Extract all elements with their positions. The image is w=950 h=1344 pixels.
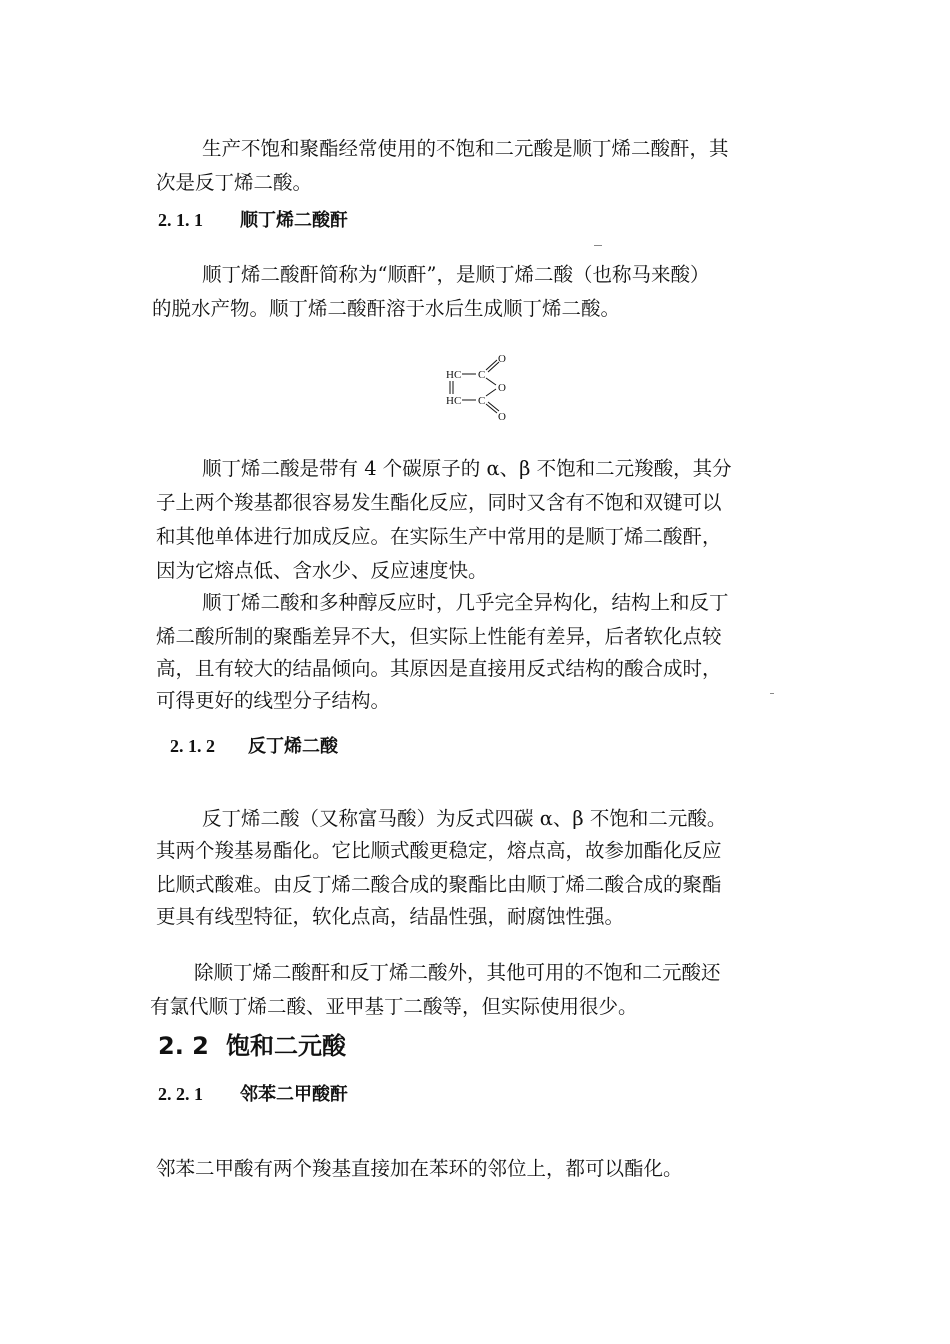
paragraph-line: 次是反丁烯二酸。 [156,171,313,194]
paragraph-line: 顺丁烯二酸是带有 4 个碳原子的 α、β 不饱和二元羧酸，其分 [202,457,732,480]
section-number: 2. 1. 2 [170,736,215,756]
formula-c-bottom: C [478,395,486,407]
formula-c-top: C [478,369,486,381]
scan-speck [770,693,774,694]
section-heading-2-2 [158,1026,346,1061]
section-heading-2-1-1 [158,206,348,232]
formula-o-top: O [498,353,506,365]
formula-o-ring: O [498,382,506,394]
scan-speck [594,245,602,246]
paragraph-line: 子上两个羧基都很容易发生酯化反应，同时又含有不饱和双键可以 [156,491,722,514]
formula-hc-top: HC [446,369,462,381]
section-number: 2. 1. 1 [158,210,203,230]
paragraph-line: 顺丁烯二酸酐简称为“顺酐”，是顺丁烯二酸（也称马来酸） [202,263,710,286]
section-number: 2. 2 [158,1032,209,1060]
paragraph-line: 比顺式酸难。由反丁烯二酸合成的聚酯比由顺丁烯二酸合成的聚酯 [156,873,722,896]
paragraph-line: 高，且有较大的结晶倾向。其原因是直接用反式结构的酸合成时， [156,657,722,680]
section-title: 顺丁烯二酸酐 [240,210,348,231]
section-title: 反丁烯二酸 [248,736,338,757]
paragraph-line: 和其他单体进行加成反应。在实际生产中常用的是顺丁烯二酸酐， [156,525,722,548]
paragraph-line: 可得更好的线型分子结构。 [156,689,391,712]
section-title: 饱和二元酸 [226,1032,346,1060]
paragraph-line: 反丁烯二酸（又称富马酸）为反式四碳 α、β 不饱和二元酸。 [202,807,727,830]
formula-hc-bottom: HC [446,395,462,407]
paragraph-line: 顺丁烯二酸和多种醇反应时，几乎完全异构化，结构上和反丁 [202,591,729,614]
paragraph-line: 除顺丁烯二酸酐和反丁烯二酸外，其他可用的不饱和二元酸还 [194,961,721,984]
section-title: 邻苯二甲酸酐 [240,1084,348,1105]
section-heading-2-2-1 [158,1080,348,1106]
paragraph-line: 烯二酸所制的聚酯差异不大，但实际上性能有差异，后者软化点较 [156,625,722,648]
formula-o-bottom: O [498,411,506,423]
paragraph-line: 邻苯二甲酸有两个羧基直接加在苯环的邻位上，都可以酯化。 [156,1157,683,1180]
paragraph-line: 其两个羧基易酯化。它比顺式酸更稳定，熔点高，故参加酯化反应 [156,839,722,862]
structure-diagram [440,348,530,424]
section-heading-2-1-2 [170,732,338,758]
paragraph-line: 生产不饱和聚酯经常使用的不饱和二元酸是顺丁烯二酸酐，其 [202,137,729,160]
section-number: 2. 2. 1 [158,1084,203,1104]
paragraph-line: 的脱水产物。顺丁烯二酸酐溶于水后生成顺丁烯二酸。 [152,297,621,320]
paragraph-line: 因为它熔点低、含水少、反应速度快。 [156,559,488,582]
paragraph-line: 更具有线型特征，软化点高，结晶性强，耐腐蚀性强。 [156,905,625,928]
paragraph-line: 有氯代顺丁烯二酸、亚甲基丁二酸等，但实际使用很少。 [150,995,638,1018]
maleic-anhydride-structure [440,348,530,424]
